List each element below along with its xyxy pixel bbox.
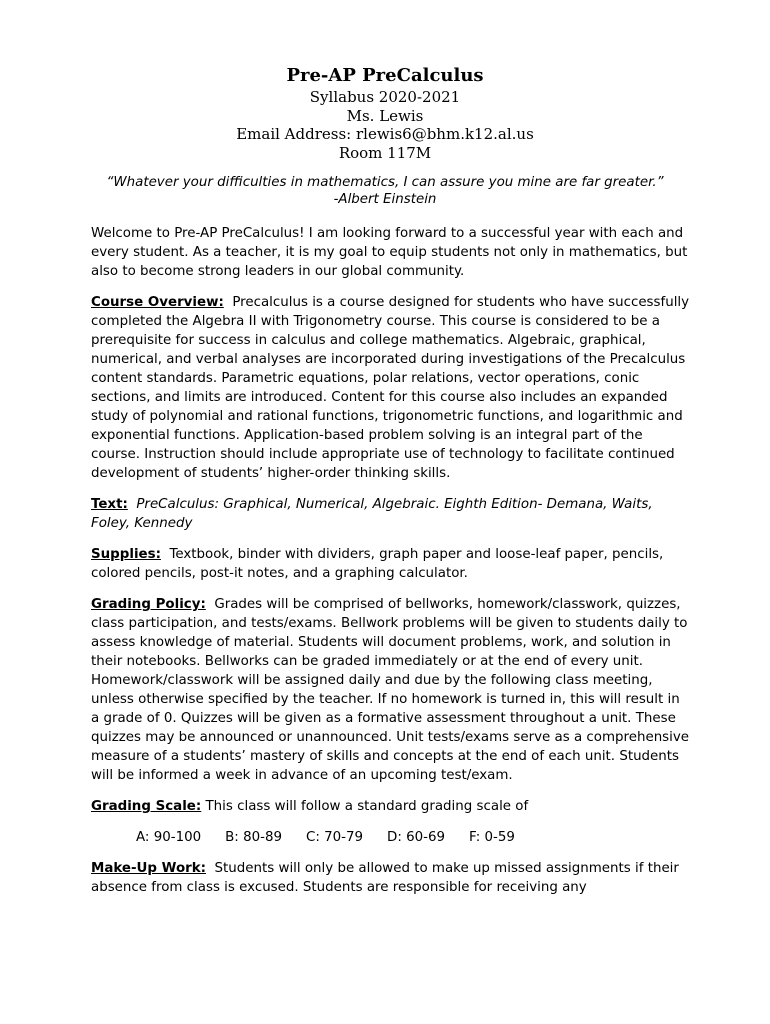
makeup-work-heading: Make-Up Work:	[91, 861, 207, 876]
text-heading: Text:	[91, 497, 128, 512]
grade-f: F: 0-59	[469, 830, 515, 845]
grading-policy-section	[91, 595, 691, 785]
grade-c: C: 70-79	[306, 830, 364, 845]
teacher-name: Ms. Lewis	[346, 106, 424, 125]
grade-d: D: 60-69	[387, 830, 446, 845]
makeup-work-text: Students will only be allowed to make up missed assignments if their absence from class is excused. Students are responsible for receiving any	[91, 861, 679, 895]
grading-policy-text: Grades will be comprised of bellworks, homework/classwork, quizzes, class participation, and tests/exams. Bellwork problems will be given to students daily to assess knowledge of material. Students will document problems, work, and solution in their notebooks. Bellworks can be graded immediately or at the end of every unit. Homework/classwork will be assigned daily and due by the following class meeting, unless otherwise specified by the teacher. If no homework is turned in, this will result in a grade of 0. Quizzes will be given as a formative assessment throughout a unit. These quizzes may be announced or unannounced. Unit tests/exams serve as a comprehensive measure of a students’ mastery of skills and concepts at the end of each unit. Students will be informed a week in advance of an upcoming test/exam.	[91, 597, 690, 783]
teacher-email: Email Address: rlewis6@bhm.k12.al.us	[236, 125, 534, 143]
grade-b: B: 80-89	[225, 830, 282, 845]
makeup-work-section	[91, 859, 691, 897]
quote-author: -Albert Einstein	[333, 192, 437, 207]
grading-scale-text: This class will follow a standard grading scale of	[205, 799, 529, 814]
course-overview-heading: Course Overview:	[91, 295, 224, 310]
document-title: Pre-AP PreCalculus	[286, 65, 484, 86]
quote-block	[0, 174, 770, 208]
grading-policy-heading: Grading Policy:	[91, 597, 206, 612]
grading-scale-heading: Grading Scale:	[91, 799, 202, 814]
syllabus-year: Syllabus 2020-2021	[309, 88, 461, 106]
textbook-title: PreCalculus: Graphical, Numerical, Algebraic. Eighth Edition- Demana, Waits, Foley, Kennedy	[91, 497, 653, 531]
room-number: Room 117M	[338, 143, 432, 162]
course-overview-text: Precalculus is a course designed for students who have successfully completed the Algebra II with Trigonometry course. This course is considered to be a prerequisite for success in calculus and college mathematics. Algebraic, graphical, numerical, and verbal analyses are incorporated during investigations of the Precalculus content standards. Parametric equations, polar relations, vector operations, conic sections, and limits are introduced. Content for this course also includes an expanded study of polynomial and rational functions, trigonometric functions, and logarithmic and exponential functions. Application-based problem solving is an integral part of the course. Instruction should include appropriate use of technology to facilitate continued development of students’ higher-order thinking skills.	[91, 295, 690, 481]
supplies-heading: Supplies:	[91, 547, 161, 562]
quote-text: “Whatever your difficulties in mathematics, I can assure you mine are far greater.”	[106, 175, 664, 190]
grade-a: A: 90-100	[136, 830, 202, 845]
welcome-paragraph: Welcome to Pre-AP PreCalculus! I am looking forward to a successful year with each and every student. As a teacher, it is my goal to equip students not only in mathematics, but also to become strong leaders in our global community.	[91, 226, 688, 279]
grading-scale-section	[91, 797, 691, 816]
supplies-section	[91, 545, 691, 583]
grading-scale-row	[136, 828, 691, 847]
text-section	[91, 495, 691, 533]
course-overview-section	[91, 293, 691, 483]
document-body	[91, 224, 691, 909]
supplies-text: Textbook, binder with dividers, graph paper and loose-leaf paper, pencils, colored pencils, post-it notes, and a graphing calculator.	[91, 547, 664, 581]
document-header	[0, 64, 770, 162]
